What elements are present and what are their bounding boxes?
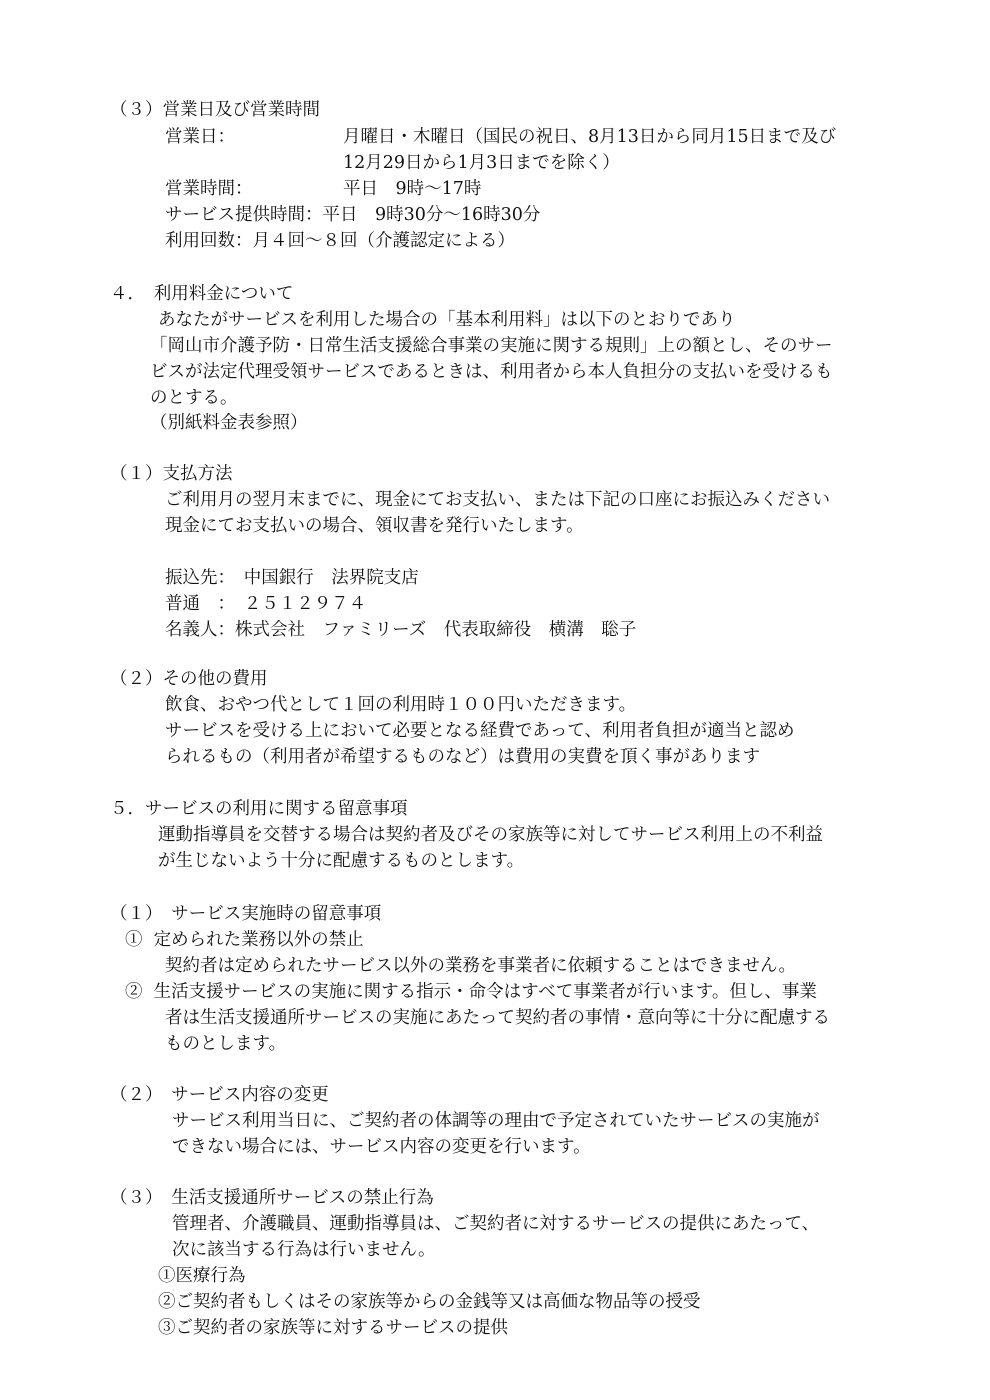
account-number: 普通 ： ２５１２９７４: [165, 594, 367, 614]
fees-paragraph-line1: あなたがサービスを利用した場合の「基本利用料」は以下のとおりであり: [158, 310, 736, 330]
prohibited-item-3: ③ご契約者の家族等に対するサービスの提供: [158, 1318, 508, 1338]
note-item1-text: 契約者は定められたサービス以外の業務を事業者に依頼することはできません。: [165, 956, 797, 976]
fees-reference-note: （別紙料金表参照）: [150, 413, 308, 433]
payment-method-heading: （１）支払方法: [110, 464, 233, 484]
service-change-line2: できない場合には、サービス内容の変更を行います。: [172, 1137, 591, 1157]
business-hours-heading: （３）営業日及び営業時間: [110, 100, 320, 120]
usage-notes-line1: 運動指導員を交替する場合は契約者及びその家族等に対してサービス利用上の不利益: [158, 825, 823, 845]
payment-method-line2: 現金にてお支払いの場合、領収書を発行いたします。: [165, 516, 584, 536]
prohibited-acts-line1: 管理者、介護職員、運動指導員は、ご契約者に対するサービスの提供にあたって、: [172, 1214, 820, 1234]
note-item2-line3: ものとします。: [165, 1034, 287, 1054]
business-hours-value: 平日 9時～17時: [343, 179, 482, 199]
prohibited-item-1: ①医療行為: [158, 1266, 246, 1286]
usage-count: 利用回数：月４回～８回（介護認定による）: [165, 231, 515, 251]
business-days-value-line2: 12月29日から1月3日までを除く）: [343, 153, 620, 173]
note-item2-line1: ② 生活支援サービスの実施に関する指示・命令はすべて事業者が行います。但し、事業: [125, 982, 817, 1002]
bank-destination: 振込先： 中国銀行 法界院支店: [165, 568, 419, 588]
business-days-label: 営業日：: [165, 127, 235, 147]
payment-method-line1: ご利用月の翌月末までに、現金にてお支払い、または下記の口座にお振込みください: [165, 490, 830, 510]
note-item1-title: ① 定められた業務以外の禁止: [125, 930, 364, 950]
other-costs-line3: られるもの（利用者が希望するものなど）は費用の実費を頂く事があります: [165, 747, 760, 767]
note-item2-line2: 者は生活支援通所サービスの実施にあたって契約者の事情・意向等に十分に配慮する: [165, 1008, 830, 1028]
service-change-line1: サービス利用当日に、ご契約者の体調等の理由で予定されていたサービスの実施が: [172, 1111, 820, 1131]
usage-notes-line2: が生じないよう十分に配慮するものとします。: [158, 851, 525, 871]
fees-paragraph-line4: のとする。: [150, 388, 238, 408]
service-time: サービス提供時間：平日 9時30分～16時30分: [165, 205, 541, 225]
other-costs-line2: サービスを受ける上において必要となる経費であって、利用者負担が適当と認め: [165, 721, 795, 741]
implementation-notes-heading: （１） サービス実施時の留意事項: [110, 904, 382, 924]
usage-notes-heading: ５．サービスの利用に関する留意事項: [110, 799, 408, 819]
business-days-value-line1: 月曜日・木曜日（国民の祝日、8月13日から同月15日まで及び: [343, 127, 837, 147]
business-hours-label: 営業時間：: [165, 179, 253, 199]
fees-paragraph-line3: ビスが法定代理受領サービスであるときは、利用者から本人負担分の支払いを受けるも: [150, 362, 833, 382]
fees-paragraph-line2: 「岡山市介護予防・日常生活支援総合事業の実施に関する規則」上の額とし、そのサー: [150, 336, 833, 356]
prohibited-acts-heading: （３） 生活支援通所サービスの禁止行為: [110, 1188, 434, 1208]
account-holder: 名義人：株式会社 ファミリーズ 代表取締役 横溝 聡子: [165, 620, 637, 640]
other-costs-line1: 飲食、おやつ代として１回の利用時１００円いただきます。: [165, 695, 637, 715]
prohibited-item-2: ②ご契約者もしくはその家族等からの金銭等又は高価な物品等の授受: [158, 1292, 701, 1312]
fees-heading: ４． 利用料金について: [110, 284, 294, 304]
prohibited-acts-line2: 次に該当する行為は行いません。: [172, 1240, 436, 1260]
other-costs-heading: （２）その他の費用: [110, 669, 268, 689]
service-change-heading: （２） サービス内容の変更: [110, 1085, 329, 1105]
